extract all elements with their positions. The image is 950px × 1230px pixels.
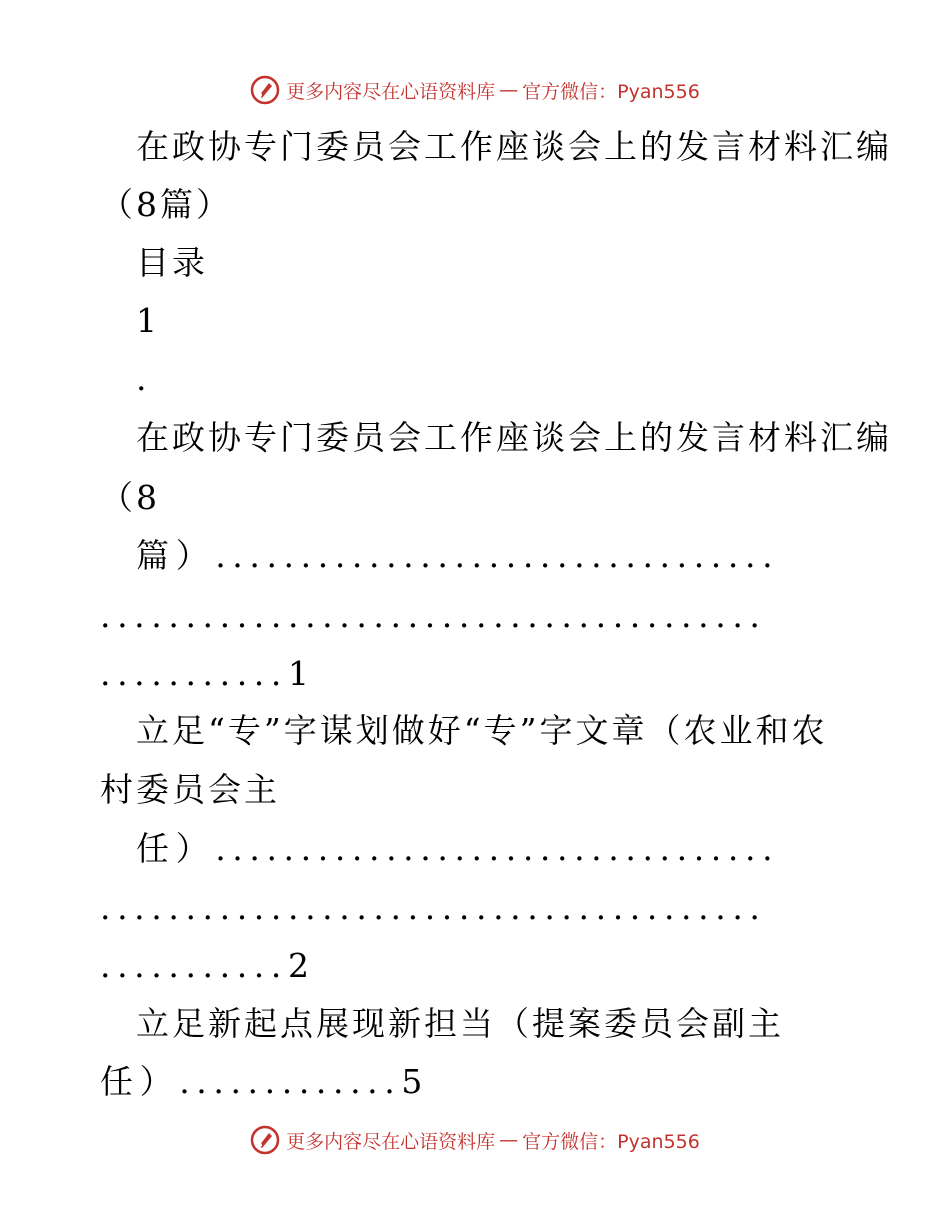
watermark-text: 更多内容尽在心语资料库 <box>286 1130 496 1153</box>
toc-entry-3-line-1: 立足新起点展现新担当（提案委员会副主 <box>136 1004 784 1043</box>
toc-entry-2-line-5: ...........2 <box>100 946 316 985</box>
toc-entry-3-line-2: 任）.............5 <box>100 1062 429 1101</box>
toc-entry-2-line-1: 立足“专”字谋划做好“专”字文章（农业和农 <box>136 711 828 750</box>
title-line-2: （8篇） <box>100 185 232 224</box>
toc-entry-1-line-2: （8 <box>100 478 160 517</box>
pen-logo-icon <box>250 75 280 105</box>
watermark-footer <box>0 1120 950 1160</box>
toc-entry-2-line-3: 任）................................. <box>136 829 780 868</box>
toc-entry-1-line-5: ...........1 <box>100 654 316 693</box>
toc-entry-1-line-3: 篇）................................. <box>136 536 780 575</box>
watermark-suffix: 官方微信：Pyan556 <box>522 1130 700 1153</box>
toc-heading: 目录 <box>136 243 208 282</box>
watermark-suffix: 官方微信：Pyan556 <box>522 80 700 103</box>
toc-item-number: 1 <box>136 301 160 340</box>
pen-logo-icon <box>250 1125 280 1155</box>
toc-entry-1-line-1: 在政协专门委员会工作座谈会上的发言材料汇编 <box>136 418 892 457</box>
watermark-separator: — <box>499 79 519 101</box>
toc-entry-2-line-2: 村委员会主 <box>100 770 280 809</box>
title-line-1: 在政协专门委员会工作座谈会上的发言材料汇编 <box>136 127 892 166</box>
watermark-text: 更多内容尽在心语资料库 <box>286 80 496 103</box>
watermark-header <box>0 70 950 110</box>
toc-entry-1-line-4: ....................................... <box>100 596 767 635</box>
toc-entry-2-line-4: ....................................... <box>100 888 767 927</box>
watermark-separator: — <box>499 1129 519 1151</box>
toc-item-period: . <box>136 359 150 398</box>
